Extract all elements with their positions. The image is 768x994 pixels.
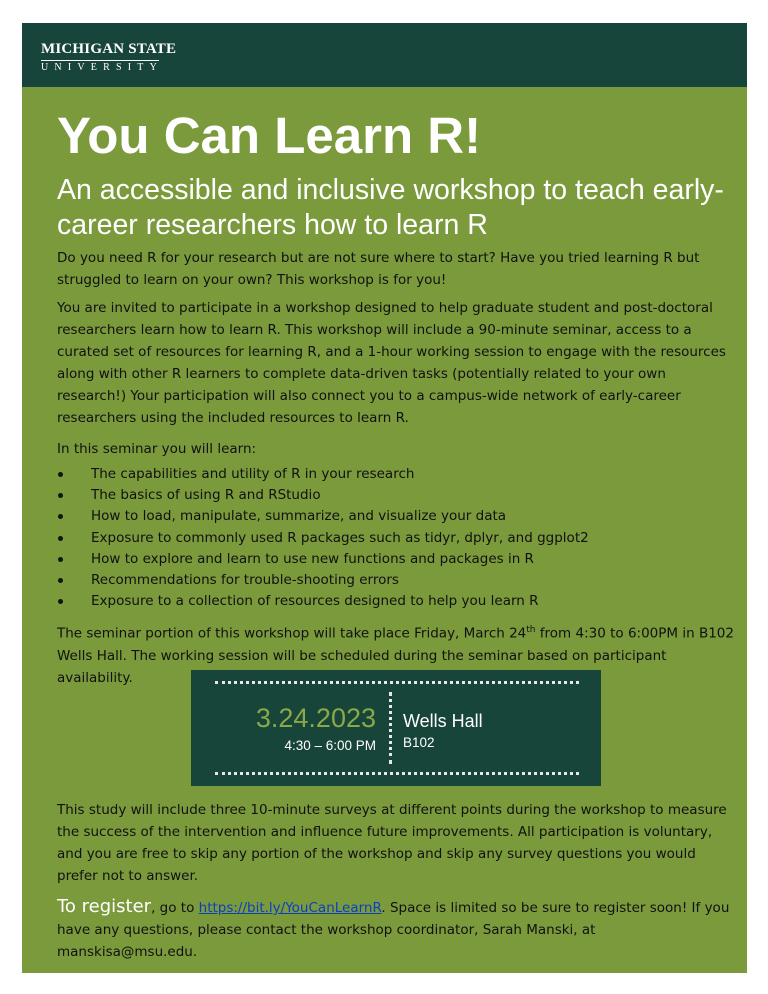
msu-logo-wordmark: MICHIGAN STATE: [41, 41, 177, 57]
register-text: , go to: [151, 900, 199, 916]
register-text-continued: . Space is limited so be sure to register soon! If you have any questions, please contact the workshop coordinator, Sarah Manski, at manskisa@msu.edu.: [57, 900, 730, 960]
list-item: Recommendations for trouble-shooting errors: [57, 570, 737, 591]
flyer: [22, 23, 747, 973]
page-title: You Can Learn R!: [57, 107, 482, 164]
event-room: B102: [403, 735, 435, 750]
dotted-divider-bottom: [215, 772, 579, 775]
list-item: The basics of using R and RStudio: [57, 485, 737, 506]
list-item: Exposure to commonly used R packages such as tidyr, dplyr, and ggplot2: [57, 528, 737, 549]
schedule-text: The seminar portion of this workshop will take place Friday, March 24: [57, 625, 527, 642]
list-item: The capabilities and utility of R in your research: [57, 464, 737, 485]
learning-list: [57, 464, 737, 612]
schedule-superscript: th: [526, 625, 536, 635]
registration-link[interactable]: https://bit.ly/YouCanLearnR: [198, 900, 382, 916]
dotted-divider-vertical: [389, 692, 392, 764]
msu-logo-subtitle: UNIVERSITY: [41, 62, 163, 73]
event-date: 3.24.2023: [255, 703, 376, 733]
register-lead: To register: [57, 896, 152, 917]
event-time: 4:30 – 6:00 PM: [284, 738, 376, 753]
register-paragraph: [57, 896, 737, 963]
schedule-text-continued: from 4:30 to 6:00PM in B102 Wells Hall. The working session will be scheduled during the seminar based on participant availability.: [57, 625, 734, 686]
list-item: How to explore and learn to use new functions and packages in R: [57, 549, 737, 570]
list-item: Exposure to a collection of resources designed to help you learn R: [57, 591, 737, 612]
invite-paragraph: You are invited to participate in a workshop designed to help graduate student and post-doctoral researchers learn how to learn R. This workshop will include a 90-minute seminar, access to a curated set of resources for learning R, and a 1-hour working session to engage with the resources along with other R learners to complete data-driven tasks (potentially related to your own research!) Your participation will also connect you to a campus-wide network of early-career researchers using the included resources to learn R.: [57, 300, 726, 426]
page-subtitle: An accessible and inclusive workshop to teach early-career researchers how to learn R: [57, 174, 724, 241]
study-note-paragraph: This study will include three 10-minute surveys at different points during the workshop to measure the success of the intervention and influence future improvements. All participation is voluntary, and you are free to skip any portion of the workshop and skip any survey questions you would prefer not to answer.: [57, 802, 727, 884]
event-location: Wells Hall: [403, 711, 483, 731]
list-item: How to load, manipulate, summarize, and visualize your data: [57, 506, 737, 527]
event-details-box: [191, 670, 601, 786]
intro-paragraph: Do you need R for your research but are not sure where to start? Have you tried learning R but struggled to learn on your own? This workshop is for you!: [57, 250, 700, 288]
header-bar: [22, 23, 747, 87]
learn-heading: In this seminar you will learn:: [57, 441, 257, 457]
logo-divider: [41, 60, 159, 61]
dotted-divider-top: [215, 681, 579, 684]
